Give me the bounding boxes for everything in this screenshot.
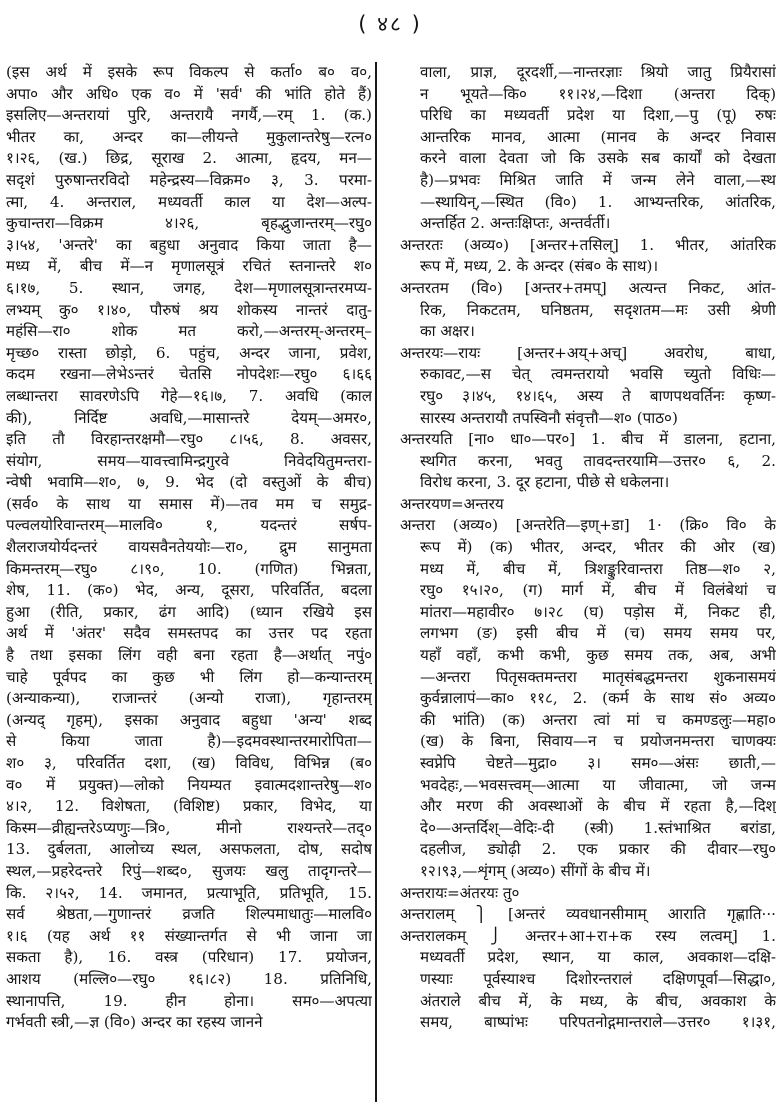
text-line: से किया जाता है)—इदमवस्थान्तरमारोपिता— (6, 732, 372, 751)
right-column (400, 62, 776, 1034)
text-line: मध्यवर्ती प्रदेश, स्थान, या काल, अवकाश—दक्षि- (420, 948, 776, 967)
text-line: ६।१७, 5. स्थान, जगह, देश—मृणालसूत्रान्तरमप्य- (6, 278, 372, 297)
text-line: 13. दुर्बलता, आलोच्य स्थल, असफलता, दोष, सदोष (6, 840, 372, 859)
text-line: न भूयते—कि० ११।२४,—दिशा (अन्तरा दिक्) (420, 84, 776, 103)
text-line: लभ्यम् कु० १।४०, पौरुषं श्रय शोकस्य नान्तरं दातु- (6, 300, 372, 319)
entry-headword-line: अन्तरा (अव्य०) [अन्तरेति—इण्+डा] 1· (क्रि० वि० के (400, 516, 776, 535)
entry-headword-line: अन्तरायः=अंतरयः तु० (400, 883, 520, 902)
text-line: शैलराजयोर्यदन्तरं वायसवैनतेययोः—रा०, द्रुम सानुमता (6, 538, 372, 557)
entry-headword-line: अन्तरयण=अन्तरय (400, 494, 504, 513)
text-line: (अन्याकन्या), राजान्तरं (अन्यो राजा), गृहान्तरम् (6, 689, 372, 708)
text-line: भवदेहः,—भवसत्त्वम्—आत्मा या जीवात्मा, जो जन्म (420, 775, 776, 794)
left-column (6, 62, 372, 1034)
text-line: समय, बाष्पांभः परिपतनोद्गमान्तराले—उत्तर० १।३१, (420, 1013, 776, 1032)
text-line: आन्तरिक मानव, आत्मा (मानव के अन्दर निवास (420, 127, 776, 146)
text-line: अंतराले बीच में, के मध्य, के बीच, अवकाश के (420, 991, 776, 1010)
text-line: करने वाला देवता जो कि उसके सब कार्यों को देखता (420, 149, 776, 168)
text-line: रघु० ३।४५, १४।६५, अस्य ते बाणपथवर्तिनः कृष्ण- (420, 386, 776, 405)
text-line: स्थानापत्ति, 19. हीन होना। सम०—अपत्या (6, 991, 372, 1010)
text-line: लब्धान्तरा सावरणेऽपि गेहे—१६।७, 7. अवधि (काल (6, 386, 372, 405)
text-line: —स्थायिन्,—स्थित (वि०) 1. आभ्यन्तरिक, आंतरिक, (420, 192, 776, 211)
text-line: (अन्यद् गृहम्), इसका अनुवाद बहुधा 'अन्य' शब्द (6, 710, 372, 729)
text-line: लगभग (ङ) इसी बीच में (च) समय समय पर, (420, 624, 776, 643)
text-line: मृच्छ० रास्ता छोड़ो, 6. पहुंच, अन्दर जाना, प्रवेश, (6, 343, 372, 362)
text-line: अन्तर्हित 2. अन्तःक्षिप्तः, अन्तर्वर्ती। (420, 214, 611, 233)
text-line: रघु० १५।२०, (ग) मार्ग में, बीच में विलंबेथां च (420, 581, 776, 600)
text-line: गर्भवती स्त्री,—ज्ञ (वि०) अन्दर का रहस्य जानने (6, 1013, 263, 1032)
text-line: (ख) के बिना, सिवाय—न च प्रयोजनमन्तरा चाणक्यः (420, 732, 776, 751)
text-line: पल्वलयोरिवान्तरम्—मालवि० १, यदन्तरं सर्षप- (6, 516, 372, 535)
entry-headword-line: अन्तरयः—रायः [अन्तर+अय्+अच्] अवरोध, बाधा, (400, 343, 776, 362)
text-line: दहलीज, ड्योढ़ी 2. एक प्रकार की दीवार—रघु० (420, 840, 776, 859)
text-line: १२।९३,—शृंगम् (अव्य०) सींगों के बीच में। (420, 861, 651, 880)
text-line: भीतर का, अन्दर का—लीयन्ते मुकुलान्तरेषु—रत्न० (6, 127, 372, 146)
text-line: कुर्वन्नालापं—का० ११८, 2. (कर्म के साथ सं० अव्य० (420, 689, 776, 708)
text-line: रिक, निकटतम, घनिष्ठतम, सदृशतम—मः उसी श्रेणी (420, 300, 776, 319)
text-line: मध्य में, बीच में, त्रिशङ्कुरिवान्तरा तिष्ठ—श० २, (420, 559, 776, 578)
text-line: अर्थ में 'अंतर' सदैव समस्तपद का उत्तर पद रहता (6, 624, 372, 643)
text-line: श० ३, परिवर्तित दशा, (ख) विविध, विभिन्न (ब० (6, 754, 372, 772)
text-line: सर्व श्रेष्ठता,—गुणान्तरं व्रजति शिल्पमाधातुः—मालवि० (6, 905, 372, 924)
text-line: १।६ (यह अर्थ ११ संख्यान्तर्गत से भी जाना जा (6, 926, 372, 945)
text-line: है तथा इसका लिंग वही बना रहता है—अर्थात् नपुं० (6, 646, 372, 665)
text-line: वाला, प्राज्ञ, दूरदर्शी,—नान्तरज्ञाः श्रियो जातु प्रियैरासां (420, 63, 776, 81)
text-line: किमन्तरम्—रघु० ८।९०, 10. (गणित) भिन्नता, (6, 559, 372, 578)
text-line: परिधि का मध्यवर्ती प्रदेश या दिशा,—पु (पू) रुषः (420, 106, 776, 125)
text-line: है)—प्रभवः मिश्रित जाति में जन्म लेने वाला,—स्थ (420, 170, 776, 189)
text-line: स्थगित करना, भवतु तावदन्तरयामि—उत्तर० ६, 2. (420, 451, 776, 470)
text-line: शेष, 11. (क०) भेद, अन्य, दूसरा, परिवर्तित, बदला (6, 581, 372, 600)
text-line: न्वेषी भवामि—श०, ७, 9. भेद (दो वस्तुओं के बीच) (6, 473, 372, 492)
text-line: दे०—अन्तर्दिश्—वेदिः-दी (स्त्री) 1.स्तंभाश्रित बरांडा, (420, 818, 776, 837)
text-line: स्वप्नेपि चेष्टते—मुद्रा० ३। सम०—अंसः छाती,— (420, 754, 776, 772)
text-line: सकता है), 16. वस्त्र (परिधान) 17. प्रयोजन, (6, 948, 372, 967)
column-divider (375, 62, 377, 1102)
text-line: कुचान्तरा—विक्रम ४।२६, बृहद्भुजान्तरम्—रघु० (6, 214, 372, 233)
text-line: सदृशं पुरुषान्तरविदो महेन्द्रस्य—विक्रम० ३, 3. परमा- (6, 170, 372, 189)
text-line: कदम रखना—लेभेऽन्तरं चेतसि नोपदेशः—रघु० ६।६६ (6, 365, 372, 384)
entry-headword-line: अन्तरतम (वि०) [अन्तर+तमप्] अत्यन्त निकट, आंत- (400, 278, 776, 297)
text-line: अपा० और अधि० एक व० में 'सर्व' की भांति होते हैं) (6, 84, 372, 103)
text-line: त्मा, 4. अन्तराल, मध्यवर्ती काल या देश—अल्प- (6, 192, 372, 211)
text-line: की भांति) (क) अन्तरा त्वां मां च कमण्डलुः—महा० (420, 710, 776, 729)
entry-headword-line: अन्तरालकम् ⎭ अन्तर+आ+रा+क रस्य लत्वम्] 1. (400, 926, 776, 945)
entry-headword-line: अन्तरालम् ⎫ [अन्तरं व्यवधानसीमाम् आराति गृह्णाति··· (400, 905, 776, 924)
text-line: स्थल,—प्रहरेदन्तरे रिपुं—शब्द०, सुजयः खलु तादृगन्तरे— (6, 861, 372, 880)
text-line: णस्याः पूर्वस्याश्च दिशोरन्तरालं दक्षिणपूर्वा—सिद्धा०, (420, 969, 776, 988)
text-line: १।२६, (ख.) छिद्र, सूराख 2. आत्मा, हृदय, मन— (6, 149, 372, 168)
text-line: ४।२, 12. विशेषता, (विशिष्ट) प्रकार, विभेद, या (6, 797, 372, 816)
text-line: आशय (मल्लि०—रघु० १६।८२) 18. प्रतिनिधि, (6, 969, 372, 988)
text-line: सारस्य अन्तरायौ तपस्विनौ संवृत्तौ—श० (पाठ०) (420, 408, 678, 427)
text-line: इसलिए—अन्तरायां पुरि, अन्तरायै नगर्यै,—रम् 1. (क.) (6, 106, 372, 125)
text-line: रूप में, मध्य, 2. के अन्दर (संब० के साथ)। (420, 257, 659, 276)
text-line: (सर्व० के साथ या समास में)—तव मम च समुद्र- (6, 494, 372, 513)
text-line: व० में प्रयुक्त)—लोको नियम्यत इवात्मदशान्तरेषु—श० (6, 775, 372, 794)
text-line: संयोग, समय—यावत्त्वामिन्द्रगुरवे निवेदयितुमन्तरा- (6, 451, 372, 470)
text-line: यहाँ वहाँ, कभी कभी, कुछ समय तक, अब, अभी (420, 646, 776, 665)
text-line: विरोध करना, 3. दूर हटाना, पीछे से धकेलना। (420, 473, 670, 492)
text-line: चाहे पूर्वपद का कुछ भी लिंग हो—कन्यान्तरम् (6, 667, 372, 686)
text-line: ३।५४, 'अन्तरे' का बहुधा अनुवाद किया जाता है— (6, 235, 372, 254)
text-line: का अक्षर। (420, 322, 475, 341)
text-line: (इस अर्थ में इसके रूप विकल्प से कर्ता० ब० व०, (6, 63, 372, 81)
text-line: रूप में) (क) भीतर, अन्दर, भीतर की ओर (ख) (420, 538, 776, 557)
text-line: और मरण की अवस्थाओं के बीच में रहता है,—दिश् (420, 797, 776, 816)
text-line: कि. २।५२, 14. जमानत, प्रत्याभूति, प्रतिभूति, 15. (6, 883, 372, 902)
text-line: —अन्तरा पितृसक्तमन्तरा मातृसंबद्धमन्तरा शुकनासमयं (420, 667, 776, 686)
entry-headword-line: अन्तरयति [ना० धा०—पर०] 1. बीच में डालना, हटाना, (400, 430, 776, 449)
text-line: की), निर्दिष्ट अवधि,—मासान्तरे देयम्—अमर०, (6, 408, 372, 427)
text-line: हुआ (रीति, प्रकार, ढंग आदि) (ध्यान रखिये इस (6, 602, 372, 621)
page-number: ( ४८ ) (358, 12, 422, 36)
text-line: मध्य में, बीच में—न मृणालसूत्रं रचितं स्तनान्तरे श० (6, 257, 372, 276)
text-line: मांतरा—महावीर० ७।२८ (घ) पड़ोस में, निकट ही, (420, 602, 776, 621)
text-line: रुकावट,—स चेत् त्वमन्तरायो भवसि च्युतो विधिः— (420, 365, 776, 384)
entry-headword-line: अन्तरतः (अव्य०) [अन्तर+तसिल्] 1. भीतर, आंतरिक (400, 235, 776, 254)
text-line: किस्म—व्रीह्यन्तरेऽप्यणुः—त्रि०, मीनो राश्यन्तरे—तद्० (6, 818, 372, 837)
text-line: महंसि—रा० शोक मत करो,—अन्तरम्-अन्तरम्– (6, 322, 372, 341)
text-line: इति तौ विरहान्तरक्षमौ—रघु० ८।५६, 8. अवसर, (6, 430, 372, 449)
